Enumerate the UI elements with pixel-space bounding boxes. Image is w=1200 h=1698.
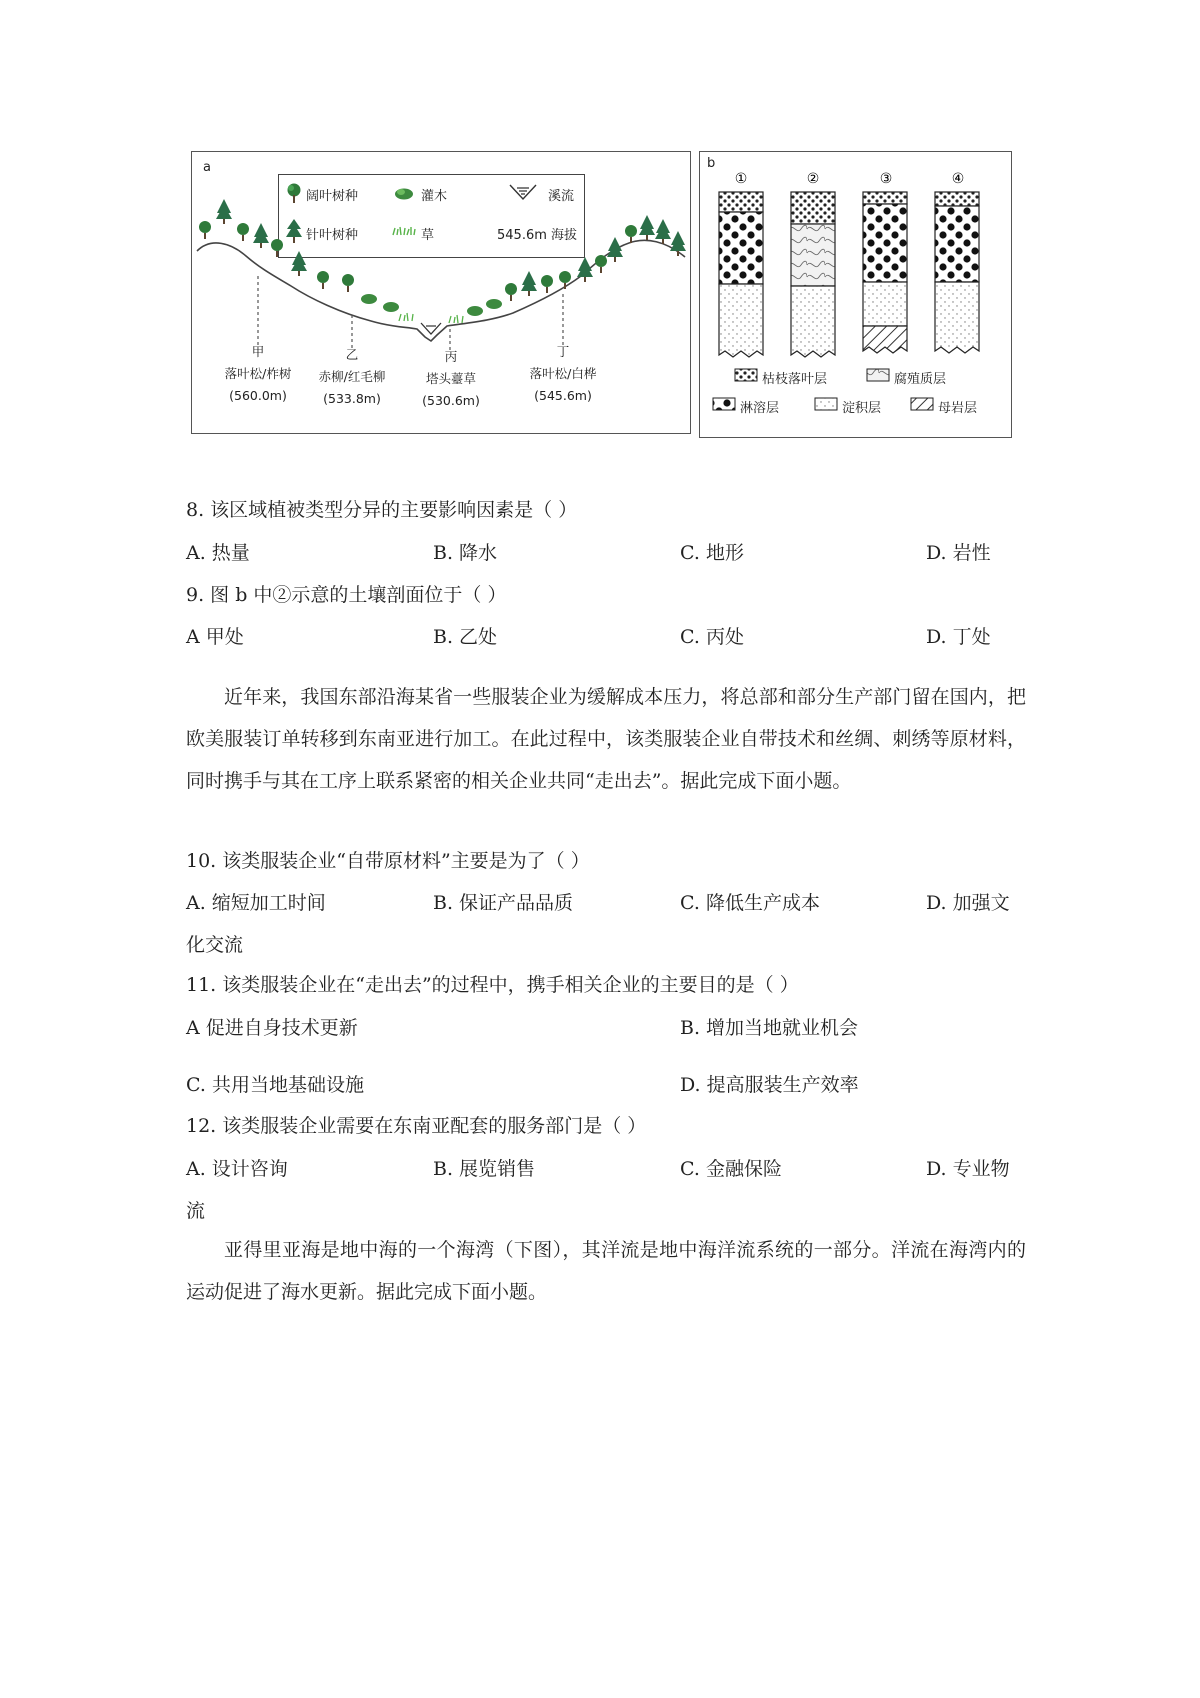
figure-b-label: b [707,156,716,171]
q10-option-d: D. 加强文 [926,892,1010,914]
q10-option-c: C. 降低生产成本 [680,892,820,914]
figure-a-label: a [203,160,211,175]
q8-option-a: A. 热量 [186,542,250,564]
left-hill-trees [199,199,413,321]
q10-option-a: A. 缩短加工时间 [186,892,326,914]
col-2-number: ② [806,171,820,187]
q10-option-d-cont: 化交流 [186,934,244,956]
right-hill-trees [449,215,686,323]
soil-column-4 [935,192,979,353]
q10-option-b: B. 保证产品品质 [433,892,574,914]
q12-option-d-cont: 流 [186,1200,206,1222]
site-jia-name: 甲 [251,344,265,359]
q12-option-b: B. 展览销售 [433,1158,536,1180]
q9-option-b: B. 乙处 [433,626,498,648]
swatch-litter [735,369,757,381]
q10-stem: 10. 该类服装企业“自带原材料”主要是为了（ ） [186,850,590,872]
soil-column-2 [791,192,835,357]
site-bing-vegetation: 塔头薹草 [425,371,476,386]
site-jia-vegetation: 落叶松/柞树 [224,366,292,381]
q8-option-c: C. 地形 [680,542,744,564]
site-jia-elevation: (560.0m) [229,388,287,403]
legend-stream: 溪流 [548,189,575,204]
soil-column-1 [719,192,763,357]
site-yi-vegetation: 赤柳/红毛柳 [318,369,386,384]
legend-humus: 腐殖质层 [894,372,947,387]
q12-stem: 12. 该类服装企业需要在东南亚配套的服务部门是（ ） [186,1115,647,1137]
col-3-number: ③ [879,171,893,187]
legend-leaching: 淋溶层 [740,401,780,416]
q11-option-a: A 促进自身技术更新 [186,1017,358,1039]
q9-stem: 9. 图 b 中②示意的土壤剖面位于（ ） [186,584,507,606]
q12-option-a: A. 设计咨询 [186,1158,288,1180]
q9-option-d: D. 丁处 [926,626,991,648]
q8-option-b: B. 降水 [433,542,498,564]
site-bing-elevation: (530.6m) [422,393,480,408]
stream-symbol [421,323,441,334]
legend-bedrock: 母岩层 [938,401,978,416]
swatch-bedrock [911,398,933,410]
site-bing-name: 丙 [444,349,458,364]
swatch-humus [867,369,889,381]
q12-option-d: D. 专业物 [926,1158,1010,1180]
col-4-number: ④ [951,171,965,187]
site-ding-name: 丁 [556,344,570,359]
swatch-deposit [815,398,837,410]
q8-option-d: D. 岩性 [926,542,991,564]
q12-option-c: C. 金融保险 [680,1158,782,1180]
legend-elevation: 545.6m 海拔 [497,228,578,243]
legend-broadleaf: 阔叶树种 [306,189,359,204]
q9-option-a: A 甲处 [186,626,244,648]
site-ding-label [508,341,618,407]
site-yi-label [297,344,407,410]
site-ding-elevation: (545.6m) [534,388,592,403]
legend-grass: 草 [421,228,435,243]
legend-deposit: 淀积层 [842,401,882,416]
q8-stem: 8. 该区域植被类型分异的主要影响因素是（ ） [186,499,578,521]
site-yi-elevation: (533.8m) [323,391,381,406]
passage-1: 近年来，我国东部沿海某省一些服装企业为缓解成本压力，将总部和部分生产部门留在国内，把欧美服装订单转移到东南亚进行加工。在此过程中，该类服装企业自带技术和丝绸、刺绣等原材料，同时携手与其在工序上联系紧密的相关企业共同“走出去”。据此完成下面小题。 [186,686,1026,792]
soil-column-3 [863,192,907,353]
site-yi-name: 乙 [345,347,359,362]
legend-shrub: 灌木 [421,189,448,204]
swatch-leaching [713,398,735,410]
site-bing-label [396,346,506,412]
q11-option-d: D. 提高服装生产效率 [680,1074,859,1096]
q11-stem: 11. 该类服装企业在“走出去”的过程中，携手相关企业的主要目的是（ ） [186,974,799,996]
q11-option-b: B. 增加当地就业机会 [680,1017,859,1039]
q9-option-c: C. 丙处 [680,626,744,648]
soil-profiles-diagram [699,151,1012,438]
legend-conifer: 针叶树种 [306,228,359,243]
legend-litter: 枯枝落叶层 [762,372,828,387]
q11-option-c: C. 共用当地基础设施 [186,1074,364,1096]
passage-2: 亚得里亚海是地中海的一个海湾（下图），其洋流是地中海洋流系统的一部分。洋流在海湾内的运动促进了海水更新。据此完成下面小题。 [186,1239,1026,1303]
col-1-number: ① [734,171,748,187]
site-ding-vegetation: 落叶松/白桦 [529,366,597,381]
